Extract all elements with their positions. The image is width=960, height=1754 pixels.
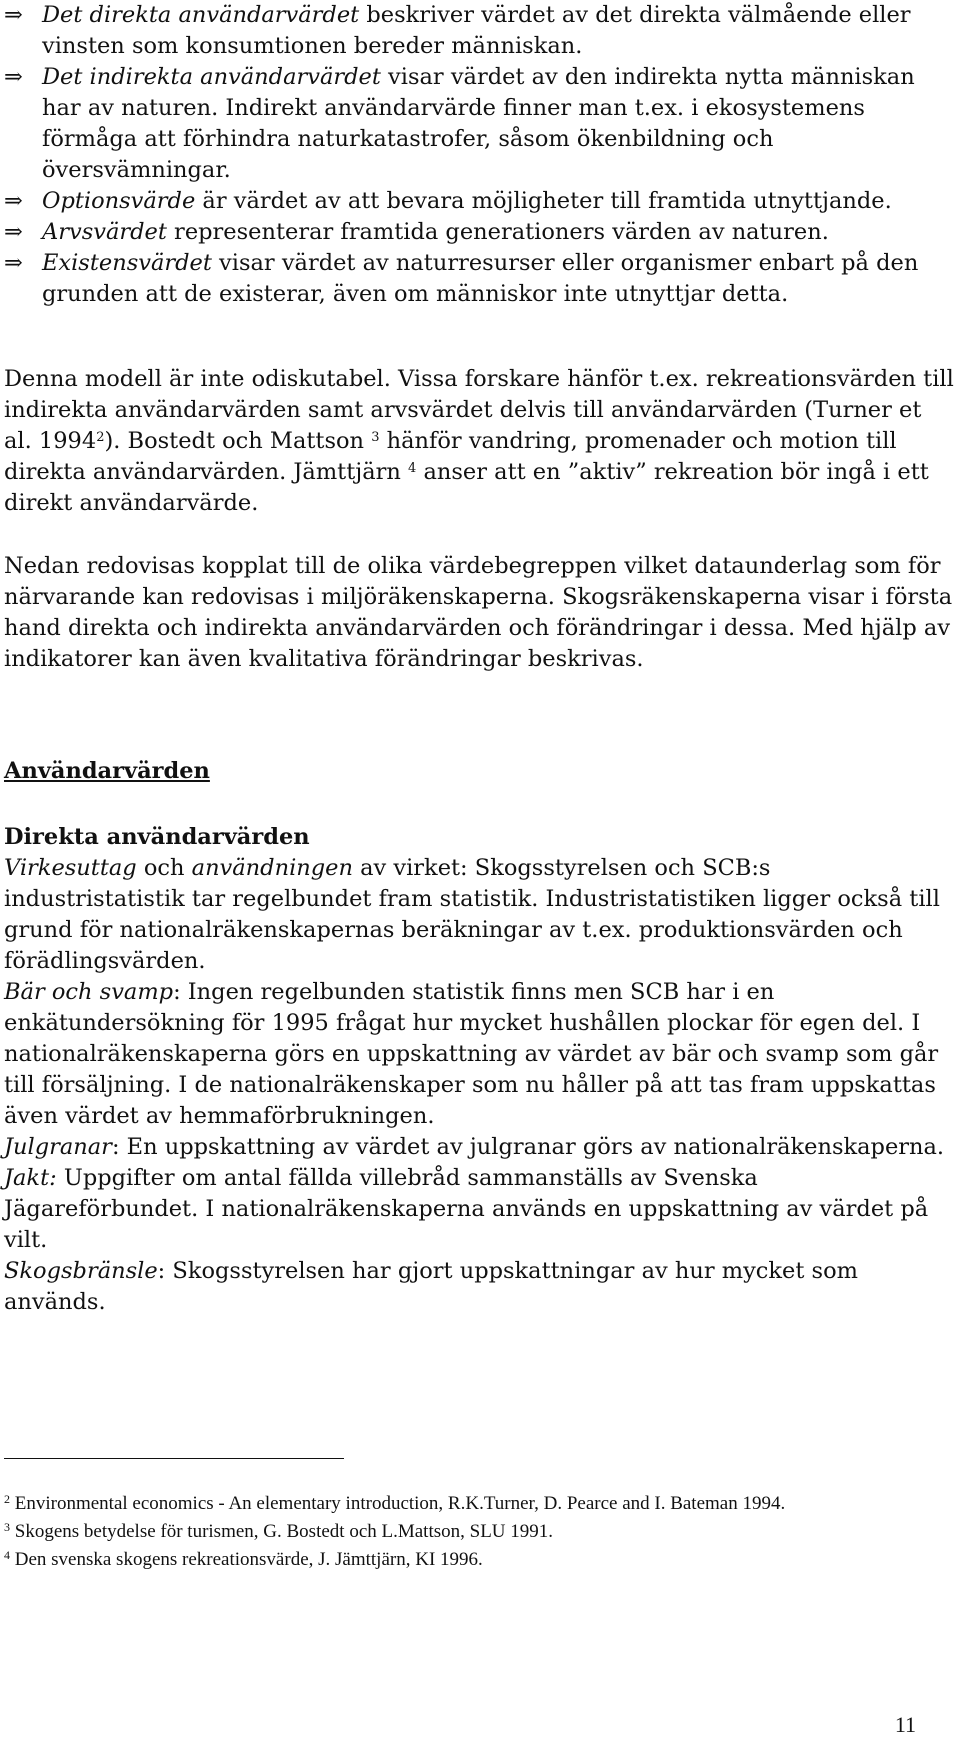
term: Bär och svamp bbox=[4, 979, 174, 1005]
subsection-heading: Direkta användarvärden bbox=[4, 824, 310, 850]
list-item: Virkesuttag och användningen av virket: Skogsstyrelsen och SCB:s industristatistik tar regelbundet fram statistik. Industristatistiken ligger också till grund för nationalräkenskapernas beräkningar av t.ex. produktionsvärden och förädlingsvärden. bbox=[4, 855, 940, 974]
term: Arvsvärdet bbox=[42, 219, 167, 245]
term: Det direkta användarvärdet bbox=[42, 2, 360, 28]
footnote: $^2$ Environmental economics - An elementary introduction, R.K.Turner, D. Pearce and I. Bateman 1994. bbox=[4, 1492, 786, 1514]
definition: är värdet av att bevara möjligheter till framtida utnyttjande. bbox=[195, 188, 892, 214]
list-item bbox=[4, 186, 954, 217]
definition: representerar framtida generationers värden av naturen. bbox=[166, 219, 829, 245]
list-item: Jakt: Uppgifter om antal fällda villebråd sammanställs av Svenska Jägareförbundet. I nationalräkenskaperna används en uppskattning av värdet på vilt. bbox=[4, 1165, 929, 1253]
term: Det indirekta användarvärdet bbox=[42, 64, 381, 90]
paragraph-model-discussion: Denna modell är inte odiskutabel. Vissa forskare hänför t.ex. rekreationsvärden till indirekta användarvärden samt arvsvärdet delvis till användarvärden (Turner et al. 1994$^2$). Bostedt och Mattson $^3$ hänför vandring, promenader och motion till direkta användarvärden. Jämttjärn $^4$ anser att en ”aktiv” rekreation bör ingå i ett direkt användarvärde. bbox=[4, 366, 954, 516]
list-item bbox=[4, 0, 954, 62]
footnote: $^4$ Den svenska skogens rekreationsvärde, J. Jämttjärn, KI 1996. bbox=[4, 1548, 483, 1570]
section-heading: Användarvärden bbox=[4, 758, 210, 784]
paragraph-data-overview: Nedan redovisas kopplat till de olika värdebegreppen vilket dataunderlag som för närvarande kan redovisas i miljöräkenskaperna. Skogsräkenskaperna visar i första hand direkta och indirekta användarvärden och förändringar i dessa. Med hjälp av indikatorer kan även kvalitativa förändringar beskrivas. bbox=[4, 553, 953, 672]
list-item: Skogsbränsle: Skogsstyrelsen har gjort uppskattningar av hur mycket som används. bbox=[4, 1258, 858, 1315]
definition: visar värdet av den indirekta nytta människan har av naturen. Indirekt användarvärde finner man t.ex. i ekosystemens förmåga att förhindra naturkatastrofer, såsom ökenbildning och översvämningar. bbox=[42, 64, 915, 183]
term: Julgranar bbox=[4, 1134, 112, 1160]
term: Skogsbränsle bbox=[4, 1258, 158, 1284]
footnote-ref[interactable]: 4 bbox=[408, 461, 417, 476]
value-definitions-list bbox=[4, 0, 954, 310]
double-arrow-icon: ⇒ bbox=[4, 64, 23, 90]
definition: visar värdet av naturresurser eller organismer enbart på den grunden att de existerar, även om människor inte utnyttjar detta. bbox=[42, 250, 919, 307]
footnote-separator bbox=[4, 1458, 344, 1459]
term: Optionsvärde bbox=[42, 188, 196, 214]
term: Virkesuttag bbox=[4, 855, 137, 881]
definition: beskriver värdet av det direkta välmående eller vinsten som konsumtionen bereder människan. bbox=[42, 2, 911, 59]
double-arrow-icon: ⇒ bbox=[4, 2, 23, 28]
term: användningen bbox=[191, 855, 353, 881]
double-arrow-icon: ⇒ bbox=[4, 188, 23, 214]
list-item bbox=[4, 248, 954, 310]
double-arrow-icon: ⇒ bbox=[4, 219, 23, 245]
footnote-ref[interactable]: 3 bbox=[371, 430, 380, 445]
footnotes bbox=[4, 1490, 954, 1574]
direct-values-section bbox=[4, 853, 954, 1318]
footnote-ref[interactable]: 2 bbox=[96, 430, 105, 445]
term: Existensvärdet bbox=[42, 250, 212, 276]
list-item bbox=[4, 217, 954, 248]
list-item: Bär och svamp: Ingen regelbunden statistik finns men SCB har i en enkätundersökning för 1995 frågat hur mycket hushållen plockar för egen del. I nationalräkenskaperna görs en uppskattning av värdet av bär och svamp som går till försäljning. I de nationalräkenskaper som nu håller på att tas fram uppskattas även värdet av hemmaförbrukningen. bbox=[4, 979, 939, 1129]
double-arrow-icon: ⇒ bbox=[4, 250, 23, 276]
list-item: Julgranar: En uppskattning av värdet av julgranar görs av nationalräkenskaperna. bbox=[4, 1134, 945, 1160]
term: Jakt: bbox=[4, 1165, 57, 1191]
list-item bbox=[4, 62, 954, 186]
page-number: 11 bbox=[894, 1712, 916, 1737]
footnote: $^3$ Skogens betydelse för turismen, G. Bostedt och L.Mattson, SLU 1991. bbox=[4, 1520, 554, 1542]
